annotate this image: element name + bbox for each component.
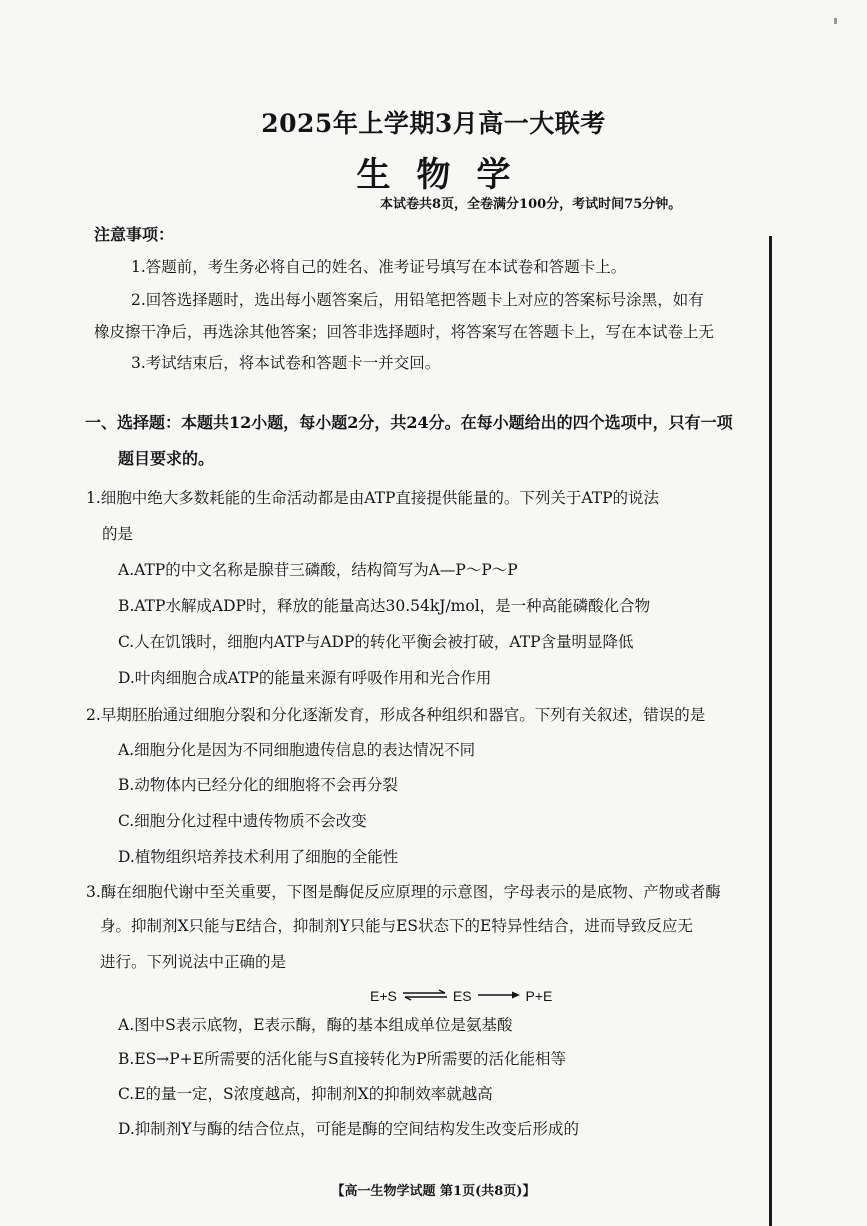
scan-speck	[834, 18, 837, 24]
question-stem: 的是	[102, 525, 134, 543]
equation-left: E+S	[370, 988, 397, 1004]
reversible-arrow-icon	[401, 988, 449, 1004]
option-b: B.动物体内已经分化的细胞将不会再分裂	[118, 776, 398, 794]
question-stem: 进行。下列说法中正确的是	[100, 953, 287, 971]
section-heading: 一、选择题：本题共12小题，每小题2分，共24分。在每小题给出的四个选项中，只有一项	[85, 413, 733, 432]
page-footer: 【高一生物学试题 第1页(共8页)】	[331, 1184, 536, 1199]
subject-title: 生物学	[356, 155, 537, 195]
option-a: A.图中S表示底物，E表示酶，酶的基本组成单位是氨基酸	[118, 1016, 513, 1034]
question-stem: 身。抑制剂X只能与E结合，抑制剂Y只能与ES状态下的E特异性结合，进而导致反应无	[100, 917, 693, 935]
notice-item: 3.考试结束后，将本试卷和答题卡一并交回。	[131, 354, 441, 372]
question-stem: 2.早期胚胎通过细胞分裂和分化逐渐发育，形成各种组织和器官。下列有关叙述，错误的是	[86, 706, 706, 724]
option-c: C.人在饥饿时，细胞内ATP与ADP的转化平衡会被打破，ATP含量明显降低	[118, 633, 634, 651]
question-stem: 1.细胞中绝大多数耗能的生命活动都是由ATP直接提供能量的。下列关于ATP的说法	[86, 489, 660, 507]
question-stem: 3.酶在细胞代谢中至关重要，下图是酶促反应原理的示意图，字母表示的是底物、产物或者酶	[86, 883, 721, 901]
option-d: D.叶肉细胞合成ATP的能量来源有呼吸作用和光合作用	[118, 669, 492, 687]
option-d: D.抑制剂Y与酶的结合位点，可能是酶的空间结构发生改变后形成的	[118, 1120, 580, 1138]
exam-info: 本试卷共8页，全卷满分100分，考试时间75分钟。	[380, 197, 682, 212]
scan-edge-line	[769, 236, 772, 1226]
equation-middle: ES	[452, 988, 472, 1004]
option-c: C.E的量一定，S浓度越高，抑制剂X的抑制效率就越高	[118, 1085, 493, 1103]
notice-title: 注意事项：	[94, 225, 175, 244]
notice-item: 2.回答选择题时，选出每小题答案后，用铅笔把答题卡上对应的答案标号涂黑，如有	[131, 291, 704, 309]
notice-item: 1.答题前，考生务必将自己的姓名、准考证号填写在本试卷和答题卡上。	[131, 258, 627, 276]
option-d: D.植物组织培养技术利用了细胞的全能性	[118, 848, 399, 866]
section-heading: 题目要求的。	[118, 449, 215, 468]
reaction-equation	[370, 988, 552, 1004]
equation-right: P+E	[525, 988, 553, 1004]
option-c: C.细胞分化过程中遗传物质不会改变	[118, 812, 367, 830]
exam-title: 2025年上学期3月高一大联考	[261, 109, 606, 138]
forward-arrow-icon	[476, 988, 522, 1004]
option-a: A.细胞分化是因为不同细胞遗传信息的表达情况不同	[118, 741, 476, 759]
option-b: B.ES→P+E所需要的活化能与S直接转化为P所需要的活化能相等	[118, 1050, 567, 1068]
option-a: A.ATP的中文名称是腺苷三磷酸，结构简写为A—P～P～P	[118, 561, 518, 579]
option-b: B.ATP水解成ADP时，释放的能量高达30.54kJ/mol，是一种高能磷酸化合物	[118, 597, 651, 615]
notice-item: 橡皮擦干净后，再选涂其他答案；回答非选择题时，将答案写在答题卡上，写在本试卷上无	[94, 323, 715, 341]
